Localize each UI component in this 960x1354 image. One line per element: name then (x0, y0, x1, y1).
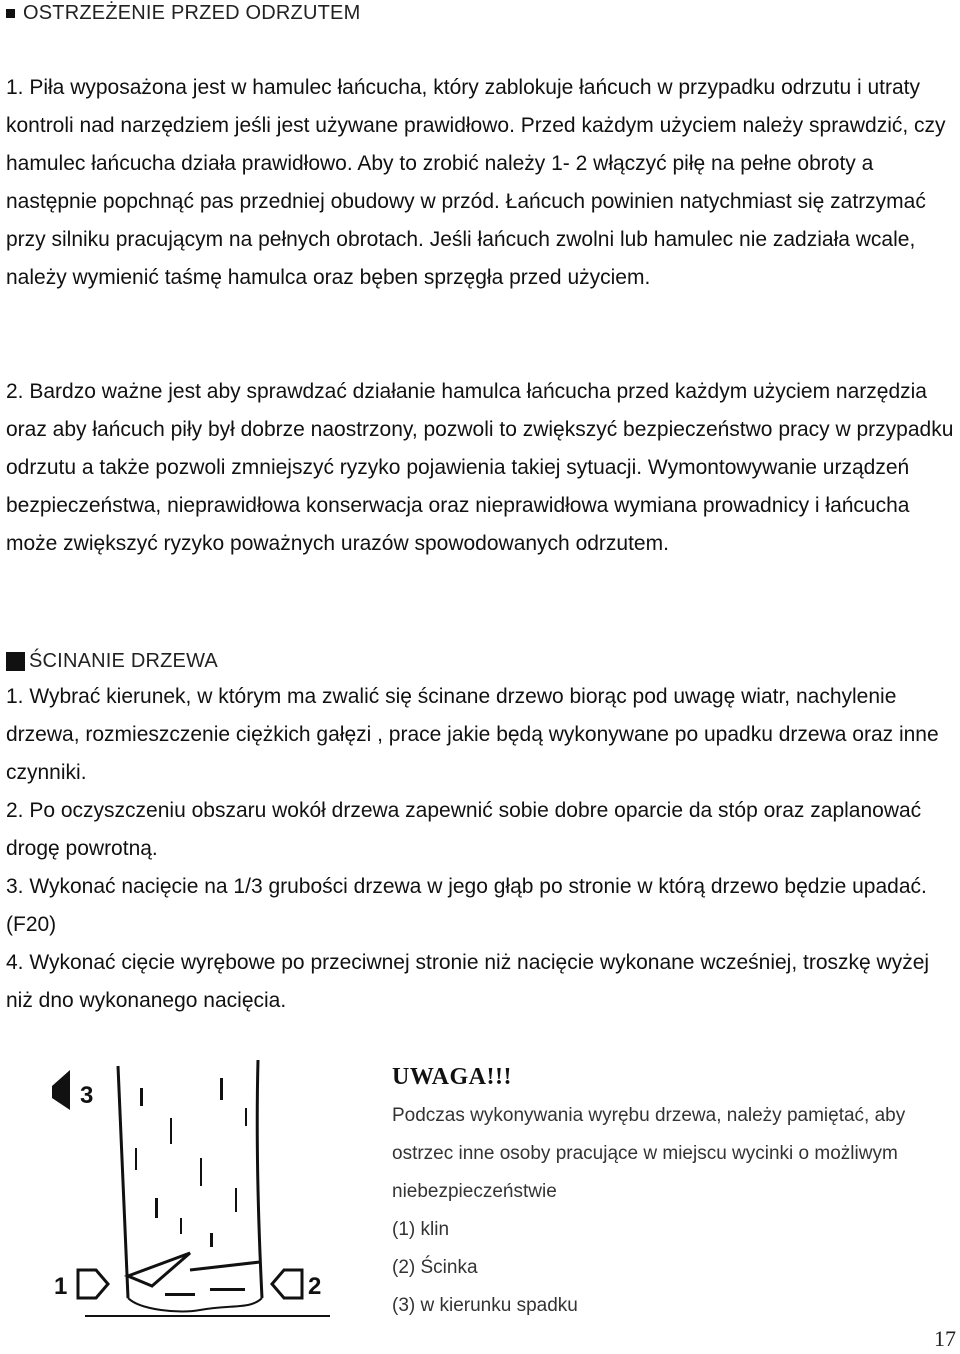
wedge-arrow-icon (78, 1270, 108, 1298)
section-heading-kickback (6, 2, 360, 25)
heading-text: ŚCINANIE DRZEWA (29, 650, 218, 672)
heading-text: OSTRZEŻENIE PRZED ODRZUTEM (23, 2, 361, 24)
direction-arrow-icon (52, 1070, 70, 1110)
bullet-square-icon (6, 9, 15, 18)
bullet-square-icon (6, 652, 25, 671)
trunk-left-edge (118, 1066, 128, 1298)
legend-item-felling: (2) Ścinka (392, 1257, 478, 1278)
trunk-base (128, 1298, 262, 1312)
page-number: 17 (934, 1326, 956, 1351)
felling-step-3: 3. Wykonać nacięcie na 1/3 grubości drzewa w jego głąb po stronie w którą drzewo będzie upadać. (F20) (6, 875, 927, 936)
legend-item-wedge: (1) klin (392, 1219, 450, 1240)
bark-texture (135, 1078, 247, 1296)
warning-legend-list (392, 1211, 578, 1325)
felling-step-1: 1. Wybrać kierunek, w którym ma zwalić się ścinane drzewo biorąc pod uwagę wiatr, nachylenie drzewa, rozmieszczenie ciężkich gałęzi , prace jakie będą wykonywane po upadku drzewa oraz inne czynniki. (6, 685, 939, 784)
felling-step-2: 2. Po oczyszczeniu obszaru wokół drzewa zapewnić sobie dobre oparcie da stóp oraz zaplanować drogę powrotną. (6, 799, 922, 860)
felling-cut (190, 1262, 260, 1270)
kickback-paragraph-2: 2. Bardzo ważne jest aby sprawdzać działanie hamulca łańcucha przed każdym użyciem narzędzia oraz aby łańcuch piły był dobrze naostrzony, pozwoli to zwiększyć bezpieczeństwo pracy w przypadku odrzutu a także pozwoli zmniejszyć ryzyko pojawienia takiej sytuacji. Wymontowywanie urządzeń bezpieczeństwa, nieprawidłowa konserwacja oraz nieprawidłowa wymiana prowadnicy i łańcucha może zwiększyć ryzyko poważnych urazów spowodowanych odrzutem. (6, 380, 954, 555)
section-heading-felling (6, 650, 218, 673)
notch-cut (128, 1253, 190, 1286)
figure-label-1: 1 (54, 1273, 68, 1300)
warning-text: Podczas wykonywania wyrębu drzewa, należy pamiętać, aby ostrzec inne osoby pracujące w miejscu wycinki o możliwym niebezpieczeństwie (392, 1105, 906, 1202)
figure-label-2: 2 (308, 1273, 322, 1300)
legend-item-direction: (3) w kierunku spadku (392, 1295, 578, 1316)
figure-label-3: 3 (80, 1082, 94, 1109)
felling-step-4: 4. Wykonać cięcie wyrębowe po przeciwnej stronie niż nacięcie wykonane wcześniej, troszkę wyżej niż dno wykonanego nacięcia. (6, 951, 930, 1012)
cut-arrow-icon (272, 1270, 302, 1298)
warning-title: UWAGA!!! (392, 1064, 512, 1090)
tree-felling-figure (40, 1048, 360, 1348)
kickback-paragraph-1: 1. Piła wyposażona jest w hamulec łańcucha, który zablokuje łańcuch w przypadku odrzutu i utraty kontroli nad narzędziem jeśli jest używane prawidłowo. Przed każdym użyciem należy sprawdzić, czy hamulec łańcucha działa prawidłowo. Aby to zrobić należy 1- 2 włączyć piłę na pełne obroty a następnie popchnąć pas przedniej obudowy w przód. Łańcuch powinien natychmiast się zatrzymać przy silniku pracującym na pełnych obrotach. Jeśli łańcuch zwolni lub hamulec nie zadziała wcale, należy wymienić taśmę hamulca oraz bęben sprzęgła przed użyciem. (6, 76, 946, 289)
